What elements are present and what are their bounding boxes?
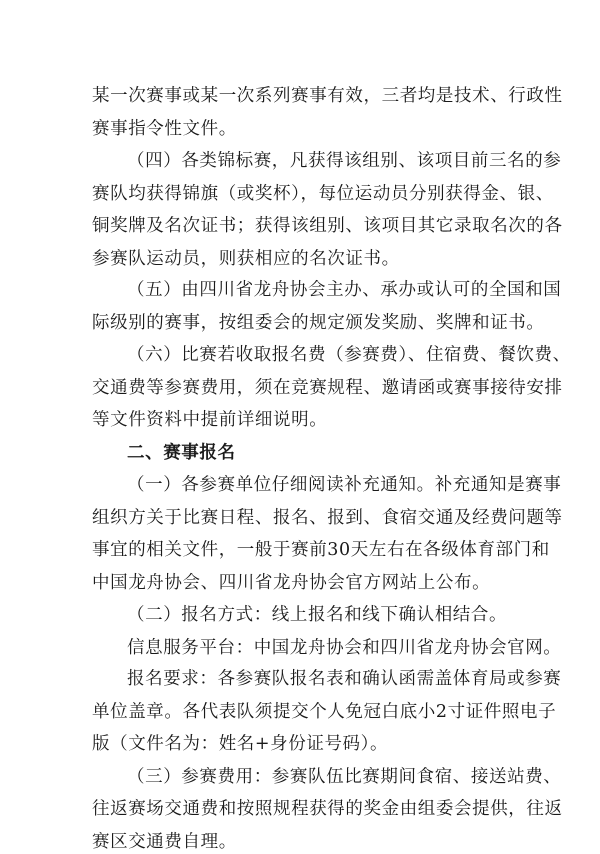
text-line: 交通费等参赛费用，须在竞赛规程、邀请函或赛事接待安排 [92, 378, 563, 398]
text-line: 赛队均获得锦旗（或奖杯），每位运动员分别获得金、银、 [92, 184, 554, 204]
text-line: （五）由四川省龙舟协会主办、承办或认可的全国和国 [127, 280, 562, 300]
text-line: （一）各参赛单位仔细阅读补充通知。补充通知是赛事 [127, 475, 562, 495]
text-line: 际级别的赛事，按组委会的规定颁发奖励、奖牌和证书。 [92, 313, 545, 333]
text-line: （二）报名方式：线上报名和线下确认相结合。 [127, 605, 508, 625]
text-line: 事宜的相关文件，一般于赛前30天左右在各级体育部门和 [92, 540, 550, 560]
text-line: 等文件资料中提前详细说明。 [92, 410, 328, 430]
text-line: 铜奖牌及名次证书；获得该组别、该项目其它录取名次的各 [92, 216, 563, 236]
text-line: 赛事指令性文件。 [92, 119, 237, 139]
text-line: 赛区交通费自理。 [92, 832, 237, 852]
text-line: 单位盖章。各代表队须提交个人免冠白底小2寸证件照电子 [92, 702, 557, 722]
text-line: （六）比赛若收取报名费（参赛费）、住宿费、餐饮费、 [127, 345, 571, 365]
text-line: 参赛队运动员，则获相应的名次证书。 [92, 249, 400, 269]
section-heading: 二、赛事报名 [127, 443, 236, 463]
text-line: 版（文件名为：姓名+身份证号码）。 [92, 734, 389, 754]
text-line: 报名要求：各参赛队报名表和确认函需盖体育局或参赛 [127, 669, 562, 689]
text-line: 信息服务平台：中国龙舟协会和四川省龙舟协会官网。 [127, 638, 562, 658]
text-line: （三）参赛费用：参赛队伍比赛期间食宿、接送站费、 [127, 767, 562, 787]
text-line: （四）各类锦标赛，凡获得该组别、该项目前三名的参 [127, 151, 562, 171]
text-line: 组织方关于比赛日程、报名、报到、食宿交通及经费问题等 [92, 508, 563, 528]
text-line: 中国龙舟协会、四川省龙舟协会官方网站上公布。 [92, 573, 491, 593]
text-line: 往返赛场交通费和按照规程获得的奖金由组委会提供，往返 [92, 799, 563, 819]
text-line: 某一次赛事或某一次系列赛事有效，三者均是技术、行政性 [92, 86, 563, 106]
